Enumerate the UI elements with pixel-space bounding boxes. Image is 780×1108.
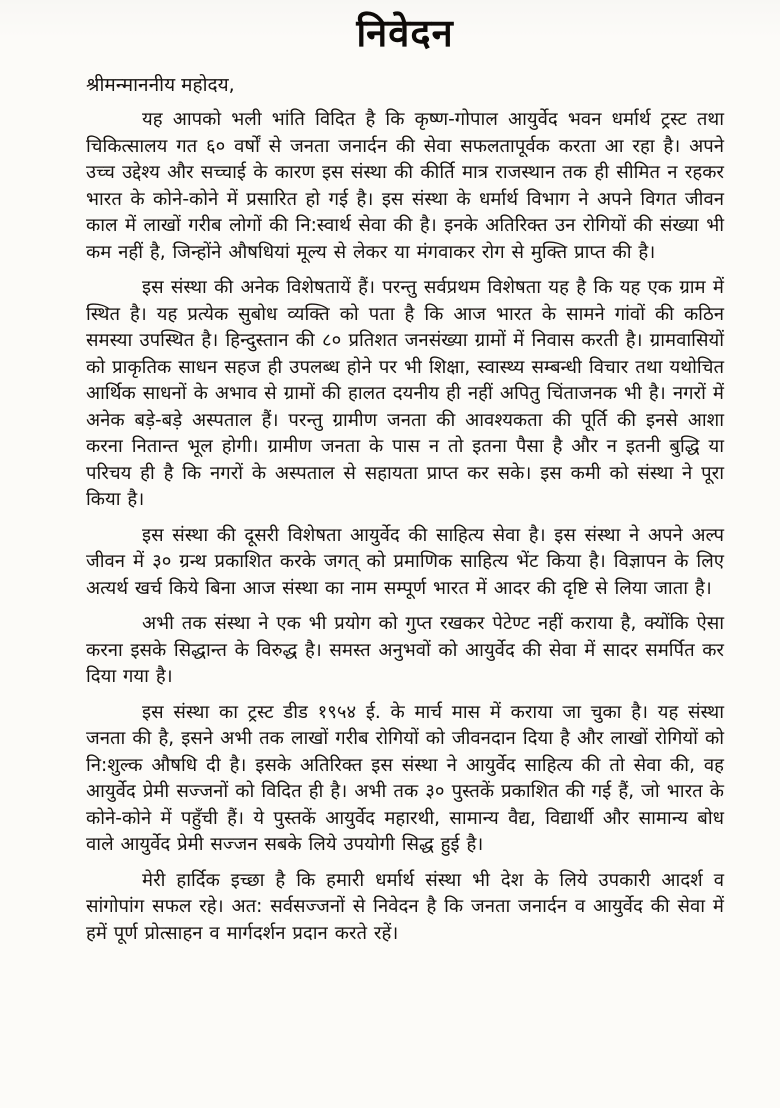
paragraph-3: इस संस्था की दूसरी विशेषता आयुर्वेद की साहित्य सेवा है। इस संस्था ने अपने अल्प जीवन में ३० ग्रन्थ प्रकाशित करके जगत् को प्रमाणिक साहित्य भेंट किया है। विज्ञापन के लिए अत्यर्थ खर्च किये बिना आज संस्था का नाम सम्पूर्ण भारत में आदर की दृष्टि से लिया जाता है। <box>86 524 724 599</box>
paragraph-4: अभी तक संस्था ने एक भी प्रयोग को गुप्त रखकर पेटेण्ट नहीं कराया है, क्योंकि ऐसा करना इसके सिद्धान्त के विरुद्ध है। समस्त अनुभवों को आयुर्वेद की सेवा में सादर समर्पित कर दिया गया है। <box>86 613 724 687</box>
paragraph-2: इस संस्था की अनेक विशेषतायें हैं। परन्तु सर्वप्रथम विशेषता यह है कि यह एक ग्राम में स्थित है। यह प्रत्येक सुबोध व्यक्ति को पता है कि आज भारत के सामने गांवों की कठिन समस्या उपस्थित है। हिन्दुस्तान की ८० प्रतिशत जनसंख्या ग्रामों में निवास करती है। ग्रामवासियों को प्राकृतिक साधन सहज ही उपलब्ध होने पर भी शिक्षा, स्वास्थ्य सम्बन्धी विचार तथा यथोचित आर्थिक साधनों के अभाव से ग्रामों की हालत दयनीय ही नहीं अपितु चिंताजनक भी है। नगरों में अनेक बड़े-बड़े अस्पताल हैं। परन्तु ग्रामीण जनता की आवश्यकता की पूर्ति की इनसे आशा करना नितान्त भूल होगी। ग्रामीण जनता के पास न तो इतना पैसा है और न इतनी बुद्धि या परिचय ही है कि नगरों के अस्पताल से सहायता प्राप्त कर सके। इस कमी को संस्था ने पूरा किया है। <box>86 277 724 510</box>
salutation-line: श्रीमन्माननीय महोदय, <box>86 74 235 96</box>
paragraph-5: इस संस्था का ट्रस्ट डीड १९५४ ई. के मार्च मास में कराया जा चुका है। यह संस्था जनता की है, इसने अभी तक लाखों गरीब रोगियों को जीवनदान दिया है और लाखों रोगियों को नि:शुल्क औषधि दी है। इसके अतिरिक्त इस संस्था ने आयुर्वेद साहित्य की तो सेवा की, वह आयुर्वेद प्रेमी सज्जनों को विदित ही है। अभी तक ३० पुस्तकें प्रकाशित की गई हैं, जो भारत के कोने-कोने में पहुँची हैं। ये पुस्तकें आयुर्वेद महारथी, सामान्य वैद्य, विद्यार्थी और सामान्य बोध वाले आयुर्वेद प्रेमी सज्जन सबके लिये उपयोगी सिद्ध हुई है। <box>86 701 724 855</box>
paragraph-1: यह आपको भली भांति विदित है कि कृष्ण-गोपाल आयुर्वेद भवन धर्मार्थ ट्रस्ट तथा चिकित्सालय गत ६० वर्षों से जनता जनार्दन की सेवा सफलतापूर्वक करता आ रहा है। अपने उच्च उद्देश्य और सच्चाई के कारण इस संस्था की कीर्ति मात्र राजस्थान तक ही सीमित न रहकर भारत के कोने-कोने में प्रसारित हो गई है। इस संस्था के धर्मार्थ विभाग ने अपने विगत जीवन काल में लाखों गरीब लोगों की नि:स्वार्थ सेवा की है। इनके अतिरिक्त उन रोगियों की संख्या भी कम नहीं है, जिन्होंने औषधियां मूल्य से लेकर या मंगवाकर रोग से मुक्ति प्राप्त की है। <box>86 109 724 263</box>
paragraph-6: मेरी हार्दिक इच्छा है कि हमारी धर्मार्थ संस्था भी देश के लिये उपकारी आदर्श व सांगोपांग सफल रहे। अत: सर्वसज्जनों से निवेदन है कि जनता जनार्दन व आयुर्वेद की सेवा में हमें पूर्ण प्रोत्साहन व मार्गदर्शन प्रदान करते रहें। <box>86 869 724 944</box>
page-title: निवेदन <box>356 11 454 55</box>
